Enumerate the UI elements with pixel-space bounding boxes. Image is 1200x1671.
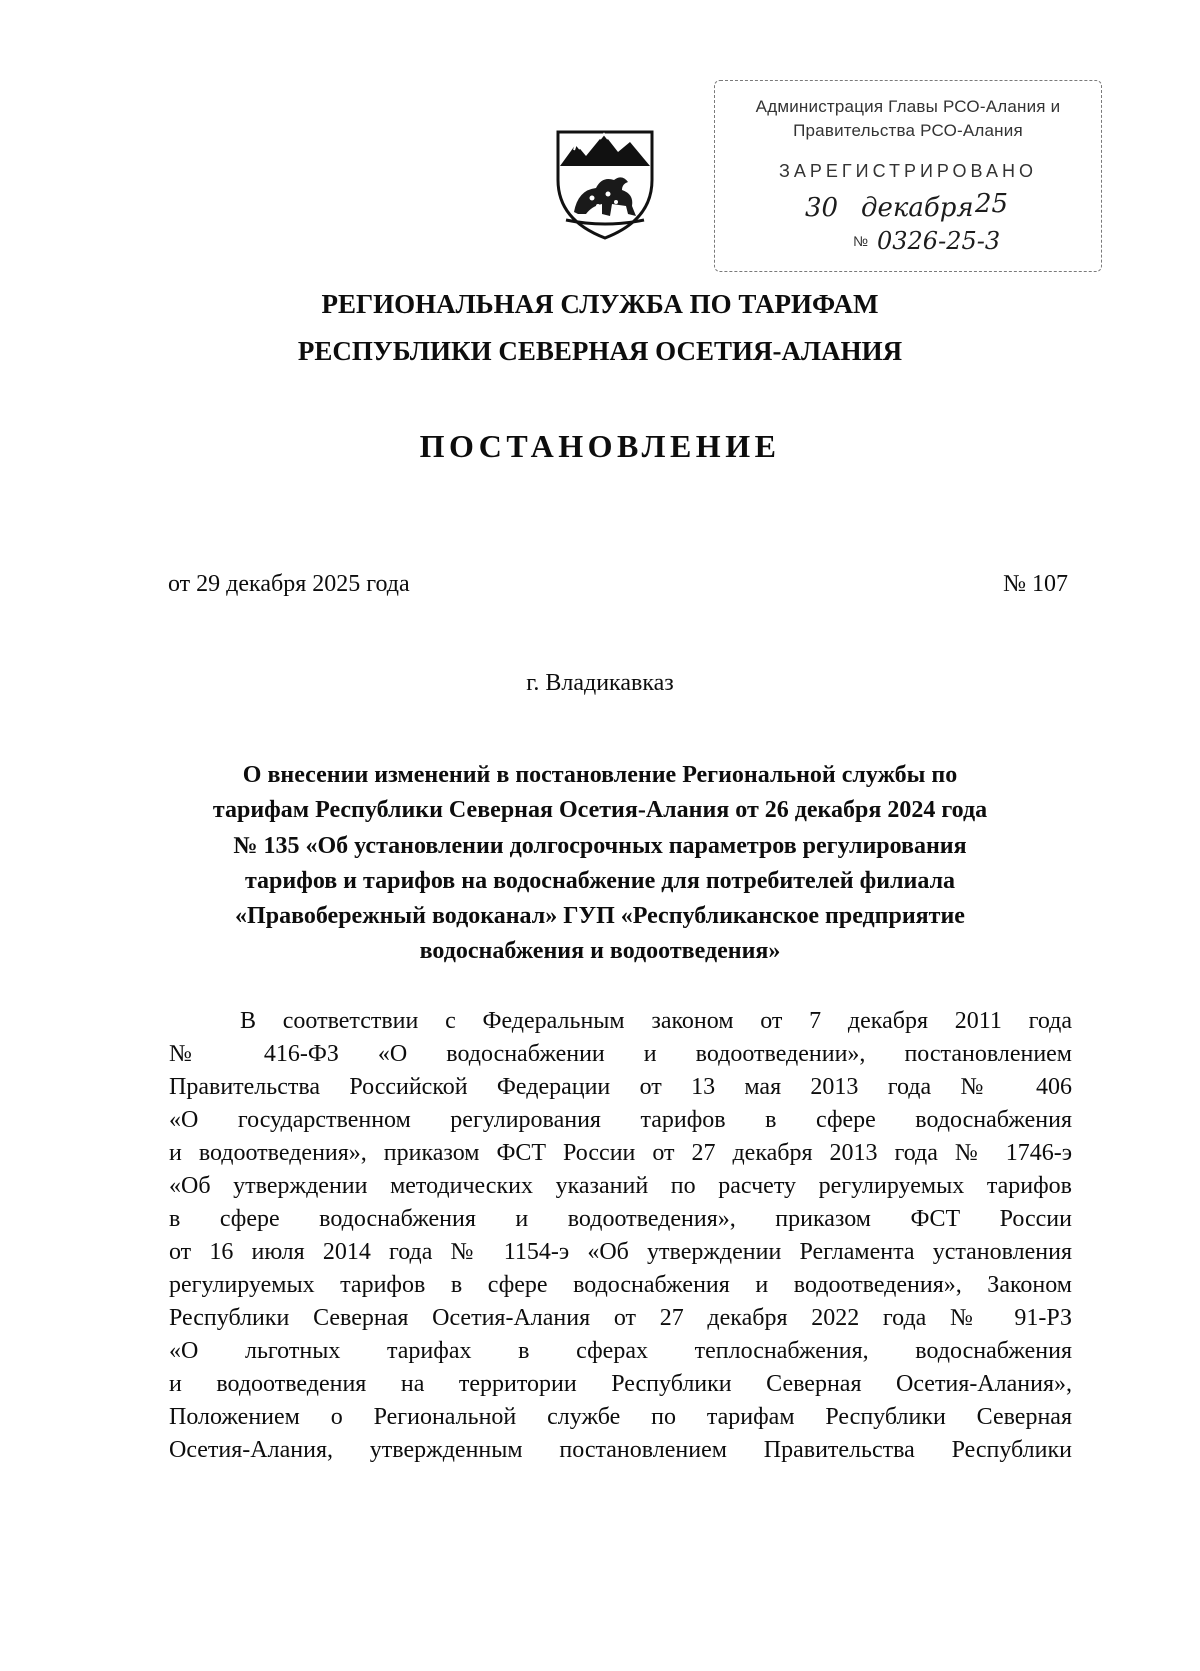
body-line: Осетия-Алания, утвержденным постановлением Правительства Республики <box>169 1437 1072 1463</box>
body-line: № 416-ФЗ «О водоснабжении и водоотведении», постановлением <box>169 1041 1072 1067</box>
stamp-organization-line-2: Правительства РСО-Алания <box>793 121 1023 140</box>
coat-of-arms-emblem <box>552 122 658 242</box>
body-line: В соответствии с Федеральным законом от 7 декабря 2011 года <box>240 1008 1072 1034</box>
title-line: тарифов и тарифов на водоснабжение для потребителей филиала <box>244 867 956 894</box>
title-line: водоснабжения и водоотведения» <box>419 938 781 965</box>
body-paragraph <box>169 1005 1072 1467</box>
body-line: «О государственном регулирования тарифов в сфере водоснабжения <box>169 1107 1072 1133</box>
body-line: и водоотведения», приказом ФСТ России от 27 декабря 2013 года № 1746-э <box>169 1140 1072 1166</box>
registration-stamp <box>714 80 1102 272</box>
body-line: в сфере водоснабжения и водоотведения», приказом ФСТ России <box>169 1206 1072 1232</box>
stamp-organization-line-1: Администрация Главы РСО-Алания и <box>755 97 1061 116</box>
title-line: № 135 «Об установлении долгосрочных параметров регулирования <box>233 832 967 859</box>
title-line: О внесении изменений в постановление Региональной службы по <box>242 762 958 788</box>
title-line: тарифам Республики Северная Осетия-Алания от 26 декабря 2024 года <box>212 797 988 824</box>
body-line: «Об утверждении методических указаний по расчету регулируемых тарифов <box>169 1173 1072 1199</box>
body-line: Республики Северная Осетия-Алания от 27 декабря 2022 года № 91-РЗ <box>169 1305 1072 1331</box>
document-number: № 107 <box>1003 571 1068 597</box>
title-line: «Правобережный водоканал» ГУП «Республиканское предприятие <box>235 903 965 930</box>
body-line: и водоотведения на территории Республики Северная Осетия-Алания», <box>169 1371 1072 1397</box>
body-line: «О льготных тарифах в сферах теплоснабжения, водоснабжения <box>169 1338 1072 1364</box>
agency-name-line-1: РЕГИОНАЛЬНАЯ СЛУЖБА ПО ТАРИФАМ <box>321 289 879 319</box>
body-line: Правительства Российской Федерации от 13 мая 2013 года № 406 <box>169 1074 1072 1100</box>
body-line: регулируемых тарифов в сфере водоснабжения и водоотведения», Законом <box>169 1272 1072 1298</box>
body-line: Положением о Региональной службе по тарифам Республики Северная <box>169 1404 1072 1430</box>
document-date: от 29 декабря 2025 года <box>168 571 410 597</box>
body-line: от 16 июля 2014 года № 1154-э «Об утверждении Регламента установления <box>169 1239 1072 1265</box>
stamp-handwritten-year: 25 <box>975 189 1009 219</box>
document-type: ПОСТАНОВЛЕНИЕ <box>419 428 781 464</box>
document-title <box>140 758 1060 970</box>
document-city: г. Владикавказ <box>526 670 674 696</box>
stamp-registered-label: ЗАРЕГИСТРИРОВАНО <box>779 161 1037 181</box>
stamp-handwritten-day: 30 <box>805 193 839 223</box>
stamp-handwritten-number: 0326-25-3 <box>877 227 1001 255</box>
stamp-number-sign: № <box>853 233 869 249</box>
stamp-handwritten-month: декабря <box>861 193 974 223</box>
agency-name-line-2: РЕСПУБЛИКИ СЕВЕРНАЯ ОСЕТИЯ-АЛАНИЯ <box>297 336 903 366</box>
